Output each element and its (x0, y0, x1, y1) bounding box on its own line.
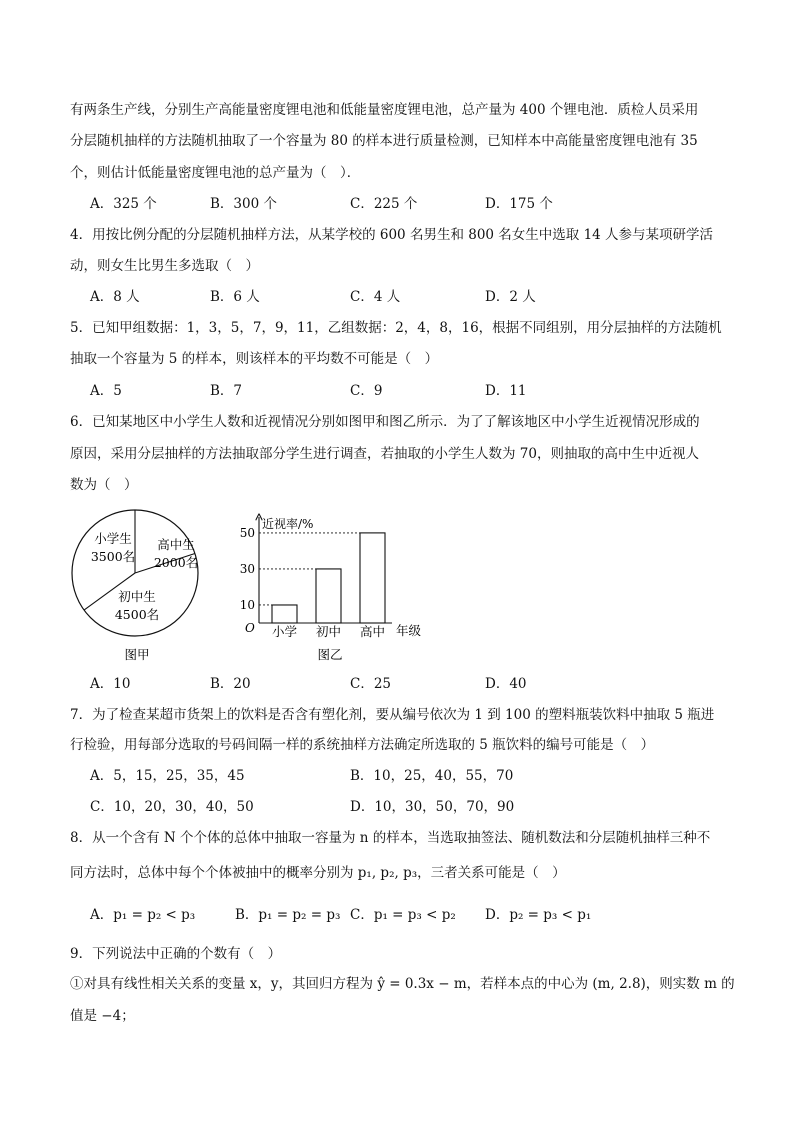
q4-option-c: C．4 人 (350, 289, 401, 305)
x-axis-label: 年级 (396, 623, 422, 638)
x-tick-label: 高中 (359, 624, 386, 639)
q3-option-c: C．225 个 (350, 196, 418, 212)
q6-line-3: 数为（ ） (70, 477, 138, 493)
q3-option-d: D．175 个 (485, 196, 553, 212)
pie-figure (65, 505, 215, 670)
q7-line-2: 行检验，用每部分选取的号码间隔一样的系统抽样方法确定所选取的 5 瓶饮料的编号可能是（ ） (70, 737, 655, 753)
q8-option-d: D．p₂ = p₃ < p₁ (485, 907, 592, 923)
pie-slice-label-middle: 初中生 (118, 589, 156, 604)
pie-slice-label-primary: 小学生 (94, 531, 132, 546)
q9-item1-line-2: 值是 −4； (70, 1008, 135, 1024)
bar-高中 (360, 533, 385, 623)
q3-option-b: B．300 个 (210, 196, 277, 212)
q4-option-b: B．6 人 (210, 289, 260, 305)
y-tick-label: 50 (239, 525, 255, 540)
q6-option-b: B．20 (210, 676, 251, 692)
q5-line-1: 5．已知甲组数据：1，3，5，7，9，11，乙组数据：2，4，8，16，根据不同组别，用分层抽样的方法随机 (70, 320, 722, 336)
q4-line-2: 动，则女生比男生多选取（ ） (70, 258, 259, 274)
q3-line-1: 有两条生产线，分别生产高能量密度锂电池和低能量密度锂电池，总产量为 400 个锂电池．质检人员采用 (70, 102, 699, 118)
bar-chart-caption: 图乙 (317, 647, 343, 662)
q5-option-b: B．7 (210, 383, 243, 399)
q6-option-d: D．40 (485, 676, 527, 692)
pie-caption: 图甲 (124, 647, 150, 662)
q8-option-b: B．p₁ = p₂ = p₃ (235, 907, 341, 923)
q8-option-a: A．p₁ = p₂ < p₃ (90, 907, 196, 923)
bar-chart (232, 505, 442, 670)
q4-option-a: A．8 人 (90, 289, 140, 305)
q7-option-b: B．10，25，40，55，70 (350, 768, 514, 784)
q7-line-1: 7．为了检查某超市货架上的饮料是否含有塑化剂，要从编号依次为 1 到 100 的塑料瓶装饮料中抽取 5 瓶进 (70, 707, 715, 723)
pie-slice-count-high: 2000名 (153, 555, 199, 570)
q5-option-d: D．11 (485, 383, 527, 399)
q7-option-d: D．10，30，50，70，90 (350, 799, 515, 815)
q7-option-c: C．10，20，30，40，50 (90, 799, 254, 815)
q6-line-2: 原因，采用分层抽样的方法抽取部分学生进行调查，若抽取的小学生人数为 70，则抽取的高中生中近视人 (70, 446, 699, 462)
q3-line-3: 个，则估计低能量密度锂电池的总产量为（ ）． (70, 165, 361, 181)
pie-slice-count-primary: 3500名 (90, 549, 136, 564)
y-axis-label: 近视率/% (262, 517, 314, 531)
q6-option-a: A．10 (90, 676, 131, 692)
y-tick-label: 30 (239, 561, 255, 576)
q5-line-2: 抽取一个容量为 5 的样本，则该样本的平均数不可能是（ ） (70, 351, 439, 367)
y-tick-label: 10 (239, 597, 255, 612)
bar-初中 (316, 569, 341, 623)
x-tick-label: 小学 (271, 624, 298, 639)
origin-label: O (245, 621, 255, 635)
bar-小学 (272, 605, 297, 623)
q8-line-2: 同方法时，总体中每个个体被抽中的概率分别为 p₁, p₂, p₃，三者关系可能是（ ） (70, 865, 566, 881)
q3-option-a: A．325 个 (90, 196, 157, 212)
x-tick-label: 初中 (315, 624, 342, 639)
q9-item1-line-1: ①对具有线性相关关系的变量 x，y，其回归方程为 ŷ = 0.3x − m，若样本点的中心为 (m, 2.8)，则实数 m 的 (70, 976, 735, 992)
q7-option-a: A．5，15，25，35，45 (90, 768, 245, 784)
q5-option-a: A．5 (90, 383, 122, 399)
q4-line-1: 4．用按比例分配的分层随机抽样方法，从某学校的 600 名男生和 800 名女生中选取 14 人参与某项研学活 (70, 227, 714, 243)
q6-line-1: 6．已知某地区中小学生人数和近视情况分别如图甲和图乙所示．为了了解该地区中小学生近视情况形成的 (70, 414, 700, 430)
q8-option-c: C．p₁ = p₃ < p₂ (350, 907, 456, 923)
q8-line-1: 8．从一个含有 N 个个体的总体中抽取一容量为 n 的样本，当选取抽签法、随机数法和分层随机抽样三种不 (70, 830, 711, 846)
pie-slice-count-middle: 4500名 (114, 607, 160, 622)
q9-line-1: 9．下列说法中正确的个数有（ ） (70, 946, 282, 962)
q3-line-2: 分层随机抽样的方法随机抽取了一个容量为 80 的样本进行质量检测，已知样本中高能量密度锂电池有 35 (70, 133, 698, 149)
q6-option-c: C．25 (350, 676, 392, 692)
q4-option-d: D．2 人 (485, 289, 536, 305)
q5-option-c: C．9 (350, 383, 383, 399)
pie-slice-label-high: 高中生 (157, 537, 195, 552)
